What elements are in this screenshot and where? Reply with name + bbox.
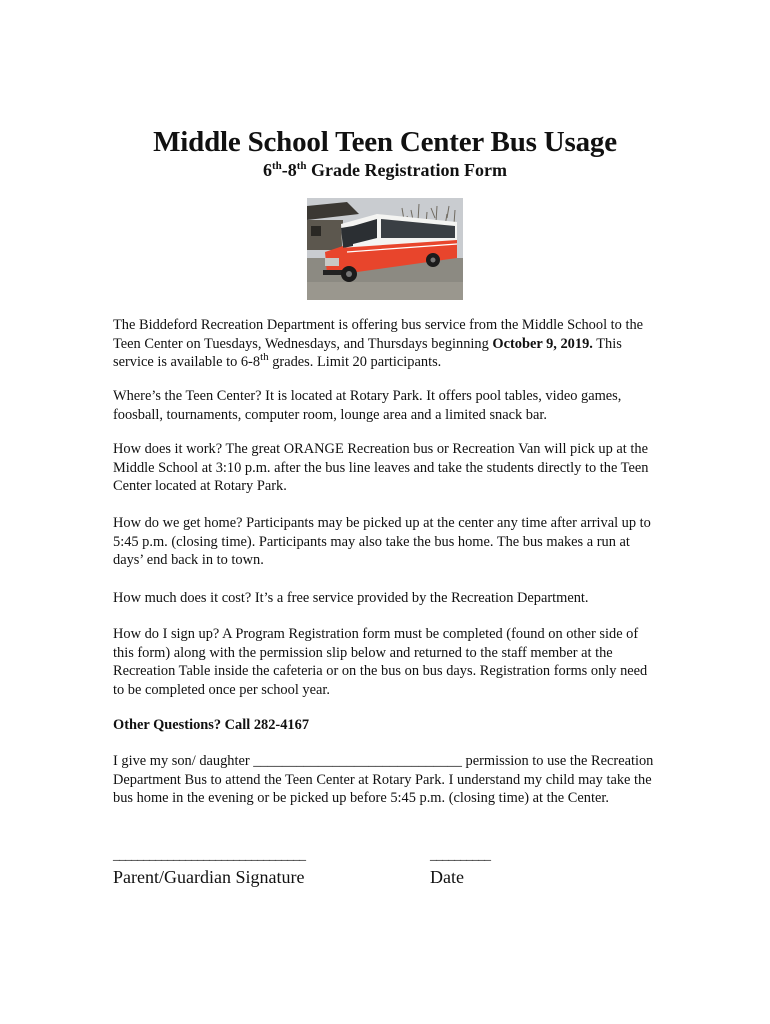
date-label: Date — [430, 867, 464, 887]
bus-photo-icon — [307, 198, 463, 300]
bus-photo — [307, 198, 463, 300]
how-work-paragraph — [113, 440, 658, 496]
questions-text: Other Questions? Call 282-4167 — [113, 717, 310, 733]
permission-text: I give my son/ daughter _____________________________ permission to use the Recreation Department Bus to attend the Teen Center at Rotary Park. I understand my child may take the bus home in the evening or be picked up before 5:45 p.m. (closing time) at the Center. — [113, 753, 654, 806]
where-paragraph — [113, 387, 658, 424]
subtitle-sup-1: th — [271, 160, 282, 172]
date-line[interactable]: __________ — [430, 848, 490, 863]
subtitle-grade-start: 6 — [262, 160, 272, 180]
intro-paragraph — [113, 316, 658, 372]
how-work-text: How does it work? The great ORANGE Recreation bus or Recreation Van will pick up at the Middle School at 3:10 p.m. after the bus line leaves and take the students directly to the Teen Center located at Rotary Park. — [113, 441, 649, 494]
start-date: October 9, 2019. — [492, 335, 593, 352]
get-home-paragraph — [113, 514, 658, 570]
cost-paragraph — [113, 589, 658, 608]
intro-sup: th — [260, 351, 269, 364]
signature-line[interactable]: ________________________________ — [113, 848, 305, 863]
subtitle-dash: -8 — [281, 160, 297, 180]
subtitle-rest: Grade Registration Form — [306, 160, 507, 180]
get-home-text: How do we get home? Participants may be picked up at the center any time after arrival up to 5:45 p.m. (closing time). Participants may also take the bus home. The bus makes a run at days’ end back in to town. — [113, 515, 651, 568]
signature-label: Parent/Guardian Signature — [113, 867, 305, 887]
page-title: Middle School Teen Center Bus Usage — [153, 126, 617, 158]
subtitle-sup-2: th — [296, 160, 307, 172]
permission-paragraph — [113, 752, 658, 808]
sign-up-paragraph — [113, 625, 658, 699]
where-text: Where’s the Teen Center? It is located at Rotary Park. It offers pool tables, video games, foosball, tournaments, computer room, lounge area and a limited snack bar. — [113, 388, 622, 423]
intro-text-c: grades. Limit 20 participants. — [268, 354, 442, 370]
page-subtitle — [0, 160, 770, 181]
cost-text: How much does it cost? It’s a free service provided by the Recreation Department. — [113, 590, 589, 606]
questions-paragraph — [113, 716, 658, 735]
sign-up-text: How do I sign up? A Program Registration form must be completed (found on other side of this form) along with the permission slip below and returned to the staff member at the Recreation Table inside the cafeteria or on the bus on bus days. Registration forms only need to be completed once per school year. — [113, 626, 648, 698]
intro-text-a: The Biddeford Recreation Department is offering bus service from the Middle School to the Teen Center on Tuesdays, Wednesdays, and Thursdays beginning — [113, 317, 644, 352]
intro-text-b: This service is available to 6-8 — [113, 335, 622, 370]
